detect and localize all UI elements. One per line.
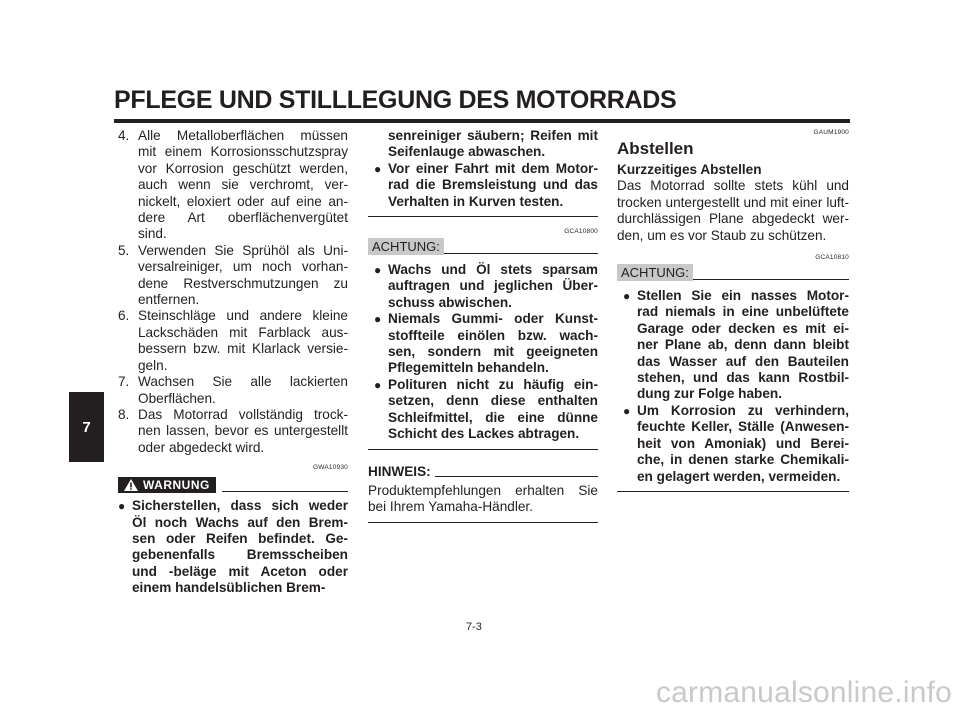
text-line: dene Restverschmutzungen zu bbox=[138, 275, 348, 291]
caution-bullet-text bbox=[388, 262, 598, 311]
text-line: einem handelsüblichen Brem- bbox=[132, 580, 326, 596]
procedure-steps bbox=[118, 128, 348, 456]
text-line: nickelt, eloxiert oder auf eine an- bbox=[138, 193, 348, 209]
text-line: Um Korrosion zu verhindern, bbox=[637, 402, 849, 418]
text-line: Alle Metalloberflächen müssen bbox=[138, 128, 348, 143]
note-end-rule bbox=[368, 522, 598, 523]
text-line: gebenenfalls Bremsscheiben bbox=[132, 547, 348, 563]
text-line: Öl noch Wachs auf den Brem- bbox=[132, 514, 348, 530]
text-line: Wachs und Öl stets sparsam bbox=[388, 262, 598, 278]
text-line: Sicherstellen, dass sich weder bbox=[132, 498, 348, 514]
text-line: bei Ihrem Yamaha-Händler. bbox=[368, 499, 533, 515]
warning-code: GWA10930 bbox=[313, 464, 348, 472]
caution-bullet-text bbox=[388, 377, 598, 443]
header-rule bbox=[114, 119, 850, 123]
warning-bullet bbox=[374, 161, 598, 210]
text-line: Lackschäden mit Farblack aus- bbox=[138, 324, 348, 340]
text-line: sen, sondern mit geeigneten bbox=[388, 344, 598, 360]
text-line: Produktempfehlungen erhalten Sie bbox=[368, 482, 598, 498]
text-line: ner Plane ab, denn dann bleibt bbox=[637, 337, 849, 353]
text-line: auftragen und jeglichen Über- bbox=[388, 278, 598, 294]
caution-bullet-text bbox=[637, 403, 849, 485]
text-line: versalreiniger, um noch vorhan- bbox=[138, 259, 348, 275]
warning-rule bbox=[222, 491, 348, 492]
text-line: heit von Amoniak) und Berei- bbox=[637, 435, 849, 451]
text-line: oder abgedeckt wird. bbox=[138, 439, 265, 455]
text-line: Schicht des Lackes abtragen. bbox=[388, 426, 580, 442]
text-line: senreiniger säubern; Reifen mit bbox=[388, 128, 598, 143]
text-line: den, um es vor Staub zu schützen. bbox=[617, 227, 827, 243]
warning-bullet-continued bbox=[368, 128, 598, 161]
text-line: sen oder Reifen befindet. Ge- bbox=[132, 530, 348, 546]
caution-code: GCA10800 bbox=[564, 228, 598, 236]
text-line: geln. bbox=[138, 357, 168, 373]
column-3 bbox=[617, 128, 849, 492]
text-line: Polituren nicht zu häufig ein- bbox=[388, 376, 598, 392]
step-number: 8. bbox=[118, 406, 130, 422]
note-rule bbox=[435, 476, 598, 477]
caution-bullet bbox=[374, 262, 598, 311]
caution-heading bbox=[368, 237, 598, 255]
warning-bullet-text bbox=[388, 161, 598, 210]
caution-rule bbox=[693, 279, 849, 280]
caution-bullets bbox=[617, 288, 849, 485]
caution-bullet bbox=[374, 311, 598, 377]
step-text bbox=[138, 374, 348, 407]
caution-bullet-text bbox=[637, 288, 849, 403]
text-line: Das Motorrad vollständig trock- bbox=[138, 406, 348, 422]
caution-bullet-text bbox=[388, 311, 598, 377]
text-line: dere Art oberflächenvergütet bbox=[138, 210, 348, 226]
step-number: 6. bbox=[118, 308, 130, 324]
text-line: Steinschläge und andere kleine bbox=[138, 308, 348, 324]
text-line: che, in denen starke Chemikali- bbox=[637, 452, 849, 468]
caution-end-rule bbox=[617, 491, 849, 492]
text-line: Seifenlauge abwaschen. bbox=[388, 144, 546, 160]
text-line: Niemals Gummi- oder Kunst- bbox=[388, 311, 598, 327]
chapter-tab: 7 bbox=[69, 392, 104, 462]
text-line: entfernen. bbox=[138, 292, 200, 308]
procedure-step bbox=[118, 128, 348, 243]
text-line: schuss abwischen. bbox=[388, 294, 512, 310]
step-text bbox=[138, 407, 348, 456]
step-number: 5. bbox=[118, 242, 130, 258]
watermark: carmanualsonline.info bbox=[655, 676, 952, 709]
text-line: stehen, und das kann Rostbil- bbox=[637, 370, 849, 386]
caution-label: ACHTUNG: bbox=[368, 238, 444, 255]
warning-bullet bbox=[118, 498, 348, 596]
text-line: Schleifmittel, die eine dünne bbox=[388, 409, 598, 425]
caution-bullet bbox=[623, 288, 849, 403]
text-line: Verhalten in Kurven testen. bbox=[388, 193, 564, 209]
note-text bbox=[368, 483, 598, 516]
step-number: 4. bbox=[118, 128, 130, 143]
text-line: und -beläge mit Aceton oder bbox=[132, 563, 348, 579]
procedure-step bbox=[118, 243, 348, 309]
step-text bbox=[138, 308, 348, 374]
caution-label: ACHTUNG: bbox=[617, 264, 693, 281]
text-line: Pflegemitteln behandeln. bbox=[388, 360, 549, 376]
text-line: bessern bzw. mit Klarlack versie- bbox=[138, 341, 348, 357]
caution-heading bbox=[617, 263, 849, 281]
section-body bbox=[617, 178, 849, 244]
warning-heading bbox=[118, 475, 348, 493]
warning-badge bbox=[118, 477, 216, 493]
text-line: Oberflächen. bbox=[138, 390, 216, 406]
text-line: Vor einer Fahrt mit dem Motor- bbox=[388, 160, 598, 176]
bullet-icon: ● bbox=[623, 289, 631, 304]
text-line: nen lassen, bevor es untergestellt bbox=[138, 423, 348, 439]
text-line: sind. bbox=[138, 226, 167, 242]
caution-bullet bbox=[623, 403, 849, 485]
note-label: HINWEIS: bbox=[368, 463, 431, 479]
text-line: dung zur Folge haben. bbox=[637, 386, 782, 402]
column-2 bbox=[368, 128, 598, 523]
text-line: vor Korrosion geschützt werden, bbox=[138, 160, 348, 176]
step-text bbox=[138, 243, 348, 309]
bullet-icon: ● bbox=[118, 499, 126, 514]
text-line: mit einem Korrosionsschutzspray bbox=[138, 144, 348, 160]
warning-label: WARNUNG bbox=[143, 478, 210, 493]
text-line: Wachsen Sie alle lackierten bbox=[138, 374, 348, 390]
section-title: Abstellen bbox=[617, 139, 694, 158]
procedure-step bbox=[118, 374, 348, 407]
step-text bbox=[138, 128, 348, 243]
text-line: rad die Bremsleistung und das bbox=[388, 177, 598, 193]
procedure-step bbox=[118, 308, 348, 374]
procedure-step bbox=[118, 407, 348, 456]
column-1 bbox=[118, 128, 348, 597]
text-line: das Wasser auf den Bauteilen bbox=[637, 353, 849, 369]
text-line: durchlässigen Plane abgedeckt wer- bbox=[617, 211, 849, 227]
step-number: 7. bbox=[118, 374, 130, 390]
bullet-icon: ● bbox=[374, 312, 382, 327]
bullet-icon: ● bbox=[623, 403, 631, 418]
page-number: 7-3 bbox=[466, 621, 482, 633]
warning-triangle-icon bbox=[124, 479, 138, 491]
text-line: Verwenden Sie Sprühöl als Uni- bbox=[138, 242, 348, 258]
caution-rule bbox=[444, 253, 598, 254]
text-line: en gelagert werden, vermeiden. bbox=[637, 468, 841, 484]
note-heading bbox=[368, 464, 598, 480]
subsection-title: Kurzzeitiges Abstellen bbox=[617, 162, 762, 177]
text-line: stoffteile einölen bzw. wach- bbox=[388, 327, 598, 343]
text-line: rad niemals in eine unbelüftete bbox=[637, 304, 849, 320]
text-line: feuchte Keller, Ställe (Anwesen- bbox=[637, 419, 849, 435]
section-code: GAUM1900 bbox=[813, 129, 849, 136]
chapter-title: PFLEGE UND STILLLEGUNG DES MOTORRADS bbox=[114, 86, 677, 114]
caution-bullet bbox=[374, 377, 598, 443]
text-line: Garage oder decken es mit ei- bbox=[637, 320, 849, 336]
caution-bullets bbox=[368, 262, 598, 442]
text-line: Das Motorrad sollte stets kühl und bbox=[617, 178, 849, 194]
bullet-icon: ● bbox=[374, 263, 382, 278]
text-line: Stellen Sie ein nasses Motor- bbox=[637, 288, 849, 304]
warning-bullet-text bbox=[132, 498, 348, 596]
bullet-icon: ● bbox=[374, 377, 382, 392]
text-line: trocken untergestellt und mit einer luft- bbox=[617, 194, 849, 210]
text-line: setzen, denn diese enthalten bbox=[388, 393, 598, 409]
caution-code: GCA10810 bbox=[815, 254, 849, 262]
text-line: auch wenn sie verchromt, ver- bbox=[138, 177, 348, 193]
bullet-icon: ● bbox=[374, 161, 382, 176]
